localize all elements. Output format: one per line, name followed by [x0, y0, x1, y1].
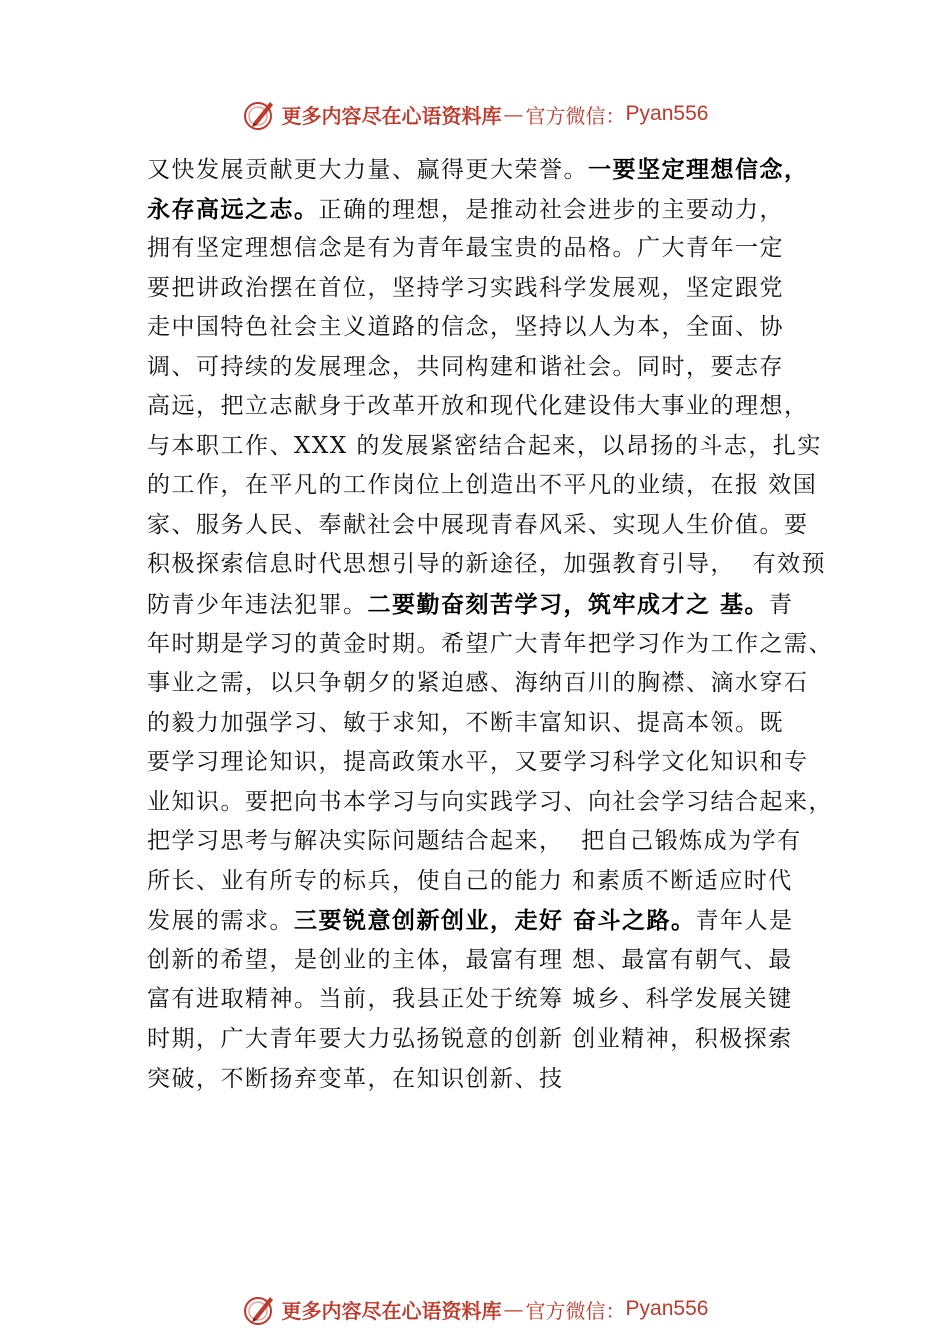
- heading-point-3: 三要锐意创新创业，走好 奋斗之路。: [294, 907, 696, 935]
- header-banner: [0, 94, 950, 134]
- text-line: 要把讲政治摆在首位，坚持学习实践科学发展观，坚定跟党: [147, 274, 784, 301]
- header-wechat-id: Pyan556: [625, 102, 709, 125]
- text-line: 创新的希望，是创业的主体，最富有理 想、最富有朝气、最: [147, 946, 793, 973]
- text-line: 拥有坚定理想信念是有为青年最宝贵的品格。广大青年一定: [147, 235, 784, 262]
- text-line: 防青少年违法犯罪。二要勤奋刻苦学习，筑牢成才之 基。青: [147, 591, 794, 619]
- text-line: 业知识。要把向书本学习与向实践学习、向社会学习结合起来，: [147, 788, 833, 815]
- footer-wechat-label: 官方微信：: [525, 1298, 626, 1323]
- header-separator: —: [503, 102, 524, 126]
- text-line: 永存高远之志。正确的理想，是推动社会进步的主要动力，: [147, 195, 784, 223]
- heading-point-2: 二要勤奋刻苦学习，筑牢成才之 基。: [367, 591, 770, 619]
- text-line: 时期，广大青年要大力弘扬锐意的创新 创业精神，积极探索: [147, 1026, 793, 1053]
- text-line: 事业之需，以只争朝夕的紧迫感、海纳百川的胸襟、滴水穿石: [147, 670, 809, 697]
- pen-logo-icon: [242, 1291, 278, 1327]
- text-line: 调、可持续的发展理念，共同构建和谐社会。同时，要志存: [147, 353, 784, 380]
- text-line: 年时期是学习的黄金时期。希望广大青年把学习作为工作之需、: [147, 630, 833, 657]
- footer-wechat-id: Pyan556: [625, 1297, 709, 1320]
- footer-title: 更多内容尽在心语资料库: [281, 1298, 502, 1323]
- document-body: [147, 150, 847, 1099]
- text-line: 要学习理论知识，提高政策水平，又要学习科学文化知识和专: [147, 749, 809, 776]
- pen-logo-icon: [242, 96, 278, 132]
- text-line: 家、服务人民、奉献社会中展现青春风采、实现人生价值。要: [147, 511, 809, 538]
- text-line: 积极探索信息时代思想引导的新途径，加强教育引导， 有效预: [147, 551, 827, 578]
- heading-point-1: 一要坚定理想信念，: [588, 156, 809, 183]
- text-line: 把学习思考与解决实际问题结合起来， 把自己锻炼成为学有: [147, 828, 802, 855]
- footer-banner: [0, 1289, 950, 1329]
- heading-point-1-cont: 永存高远之志。: [147, 195, 319, 223]
- text-line: 突破，不断扬弃变革，在知识创新、技: [147, 1065, 564, 1092]
- text-line: 富有进取精神。当前，我县正处于统筹 城乡、科学发展关键: [147, 986, 793, 1013]
- header-title: 更多内容尽在心语资料库: [281, 103, 502, 128]
- header-wechat-label: 官方微信：: [525, 103, 626, 128]
- text-line: 与本职工作、XXX 的发展紧密结合起来，以昂扬的斗志，扎实: [147, 432, 822, 459]
- text-line: 发展的需求。三要锐意创新创业，走好 奋斗之路。青年人是: [147, 907, 794, 935]
- text-line: 的工作，在平凡的工作岗位上创造出不平凡的业绩，在报 效国: [147, 472, 818, 499]
- footer-separator: —: [503, 1297, 524, 1321]
- text-line: 又快发展贡献更大力量、赢得更大荣誉。一要坚定理想信念，: [147, 156, 809, 183]
- text-line: 走中国特色社会主义道路的信念，坚持以人为本，全面、协: [147, 314, 784, 341]
- text-line: 的毅力加强学习、敏于求知，不断丰富知识、提高本领。既: [147, 709, 784, 736]
- text-line: 高远，把立志献身于改革开放和现代化建设伟大事业的理想，: [147, 393, 809, 420]
- text-line: 所长、业有所专的标兵，使自己的能力 和素质不断适应时代: [147, 867, 793, 894]
